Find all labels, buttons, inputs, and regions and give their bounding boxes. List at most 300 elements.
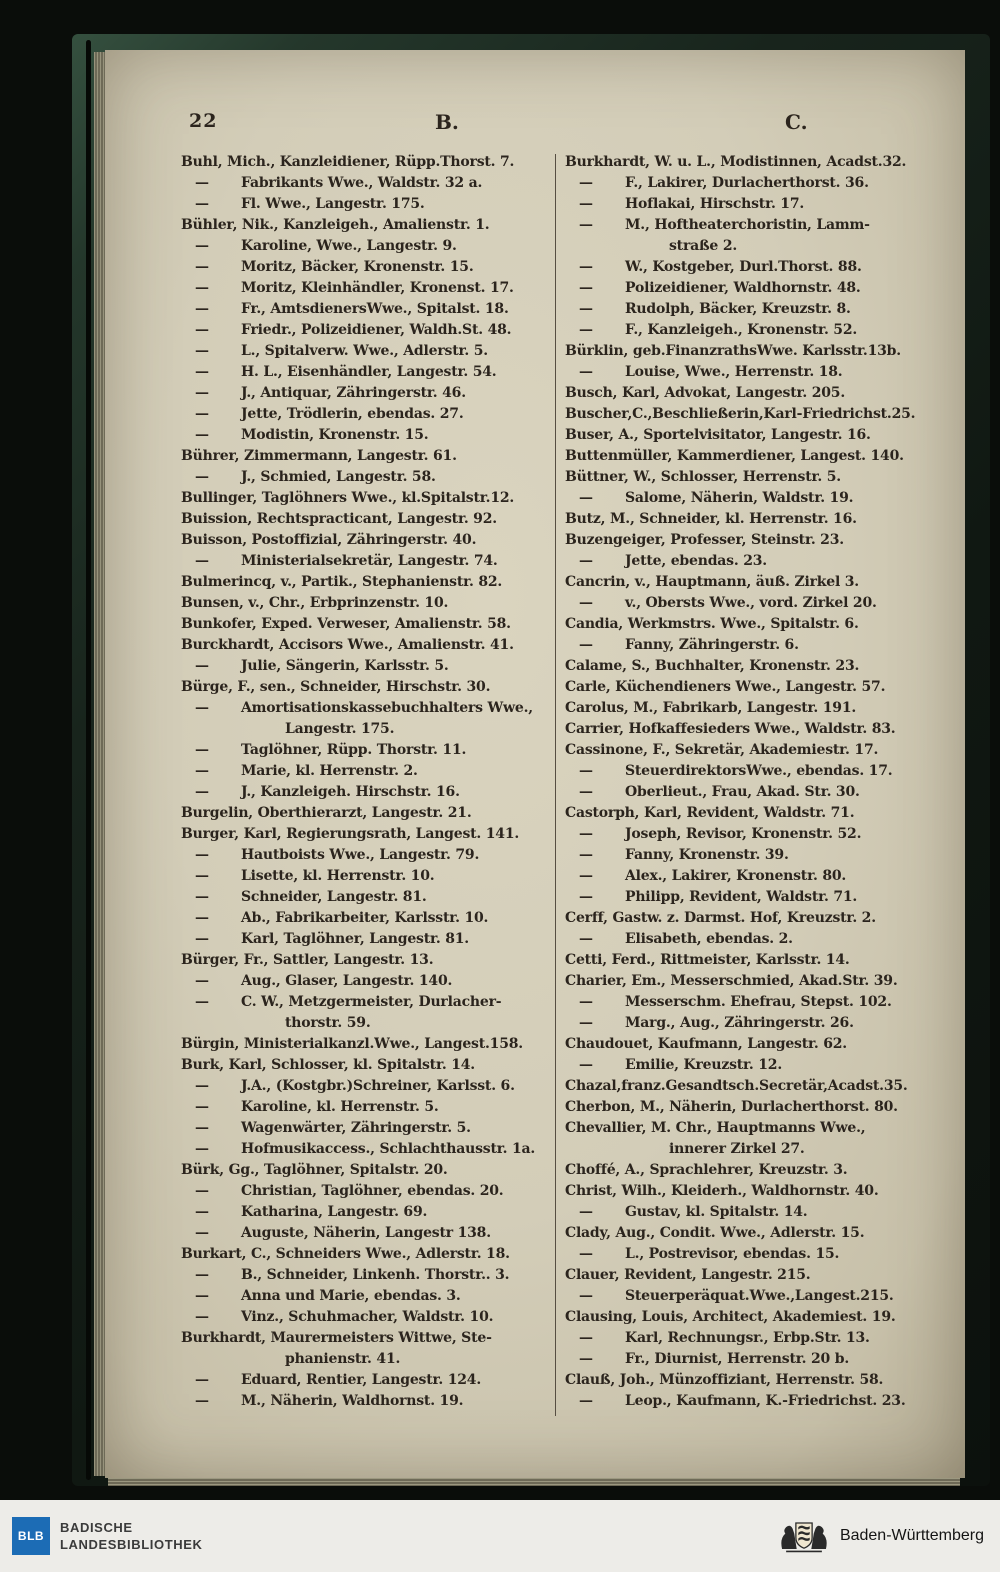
directory-entry-text: B., Schneider, Linkenh. Thorstr.. 3. <box>241 1267 510 1283</box>
directory-entry-text: Ministerialsekretär, Langestr. 74. <box>241 553 498 569</box>
directory-line <box>565 908 937 929</box>
directory-line <box>181 593 555 614</box>
directory-line <box>181 1181 555 1202</box>
directory-line <box>181 1139 555 1160</box>
directory-line <box>181 1013 555 1034</box>
directory-entry-text: Clady, Aug., Condit. Wwe., Adlerstr. 15. <box>565 1225 865 1241</box>
directory-entry-text: Cherbon, M., Näherin, Durlacherthorst. 80. <box>565 1099 898 1115</box>
directory-entry-text: Burk, Karl, Schlosser, kl. Spitalstr. 14. <box>181 1057 475 1073</box>
directory-line <box>181 572 555 593</box>
directory-columns <box>181 152 937 1416</box>
directory-line <box>181 824 555 845</box>
directory-line <box>181 908 555 929</box>
directory-line <box>565 1160 937 1181</box>
library-name <box>60 1519 203 1553</box>
directory-line <box>565 950 937 971</box>
directory-entry-text: Christian, Taglöhner, ebendas. 20. <box>241 1183 504 1199</box>
ditto-dash: — <box>579 196 593 212</box>
directory-entry-text: SteuerdirektorsWwe., ebendas. 17. <box>625 763 893 779</box>
ditto-dash: — <box>579 847 593 863</box>
library-name-line2: LANDESBIBLIOTHEK <box>60 1537 203 1552</box>
directory-entry-text: Clauß, Joh., Münzoffiziant, Herrenstr. 58. <box>565 1372 884 1388</box>
directory-line <box>565 1391 937 1412</box>
directory-line <box>565 1307 937 1328</box>
ditto-dash: — <box>195 238 209 254</box>
directory-line <box>565 656 937 677</box>
directory-entry-text: Julie, Sängerin, Karlsstr. 5. <box>241 658 449 674</box>
directory-line <box>565 1034 937 1055</box>
directory-line <box>565 383 937 404</box>
directory-entry-text: Bunkofer, Exped. Verweser, Amalienstr. 58. <box>181 616 511 632</box>
directory-entry-text: M., Näherin, Waldhornst. 19. <box>241 1393 464 1409</box>
directory-entry-text: Bürger, Fr., Sattler, Langestr. 13. <box>181 952 434 968</box>
directory-entry-text: Taglöhner, Rüpp. Thorstr. 11. <box>241 742 467 758</box>
ditto-dash: — <box>579 259 593 275</box>
directory-entry-text: Cetti, Ferd., Rittmeister, Karlsstr. 14. <box>565 952 850 968</box>
directory-entry-text: Moritz, Kleinhändler, Kronenst. 17. <box>241 280 514 296</box>
directory-entry-text: Burckhardt, Accisors Wwe., Amalienstr. 41. <box>181 637 514 653</box>
directory-line <box>181 1160 555 1181</box>
directory-entry-text: Rudolph, Bäcker, Kreuzstr. 8. <box>625 301 851 317</box>
directory-line <box>181 320 555 341</box>
directory-line <box>565 446 937 467</box>
ditto-dash: — <box>195 763 209 779</box>
ditto-dash: — <box>195 1309 209 1325</box>
directory-entry-text: J., Antiquar, Zähringerstr. 46. <box>241 385 466 401</box>
directory-entry-text: Buttenmüller, Kammerdiener, Langest. 140. <box>565 448 904 464</box>
region-label: Baden-Württemberg <box>839 1527 984 1544</box>
directory-line <box>181 1097 555 1118</box>
directory-line <box>565 992 937 1013</box>
directory-entry-text: Leop., Kaufmann, K.-Friedrichst. 23. <box>625 1393 906 1409</box>
ditto-dash: — <box>195 658 209 674</box>
page-number: 22 <box>189 110 218 132</box>
directory-entry-text: Fr., AmtsdienersWwe., Spitalst. 18. <box>241 301 509 317</box>
directory-line <box>565 1076 937 1097</box>
directory-entry-text: Bühler, Nik., Kanzleigeh., Amalienstr. 1. <box>181 217 490 233</box>
directory-line <box>565 278 937 299</box>
directory-entry-text: F., Kanzleigeh., Kronenstr. 52. <box>625 322 858 338</box>
directory-line <box>181 1391 555 1412</box>
directory-entry-text: Jette, Trödlerin, ebendas. 27. <box>241 406 464 422</box>
directory-line <box>565 1202 937 1223</box>
directory-line <box>181 782 555 803</box>
ditto-dash: — <box>195 1372 209 1388</box>
directory-line <box>565 677 937 698</box>
directory-line <box>565 761 937 782</box>
directory-line <box>181 719 555 740</box>
ditto-dash: — <box>579 1057 593 1073</box>
page-header <box>105 110 965 136</box>
ditto-dash: — <box>195 301 209 317</box>
directory-entry-text: Elisabeth, ebendas. 2. <box>625 931 793 947</box>
ditto-dash: — <box>195 742 209 758</box>
directory-line <box>181 215 555 236</box>
directory-entry-text: Carrier, Hofkaffesieders Wwe., Waldstr. 83. <box>565 721 896 737</box>
directory-line <box>181 257 555 278</box>
directory-entry-text: Jette, ebendas. 23. <box>625 553 767 569</box>
directory-entry-text: Alex., Lakirer, Kronenstr. 80. <box>625 868 847 884</box>
directory-line <box>181 278 555 299</box>
directory-line <box>181 467 555 488</box>
directory-line <box>565 1286 937 1307</box>
directory-entry-text: Hautboists Wwe., Langestr. 79. <box>241 847 480 863</box>
directory-line <box>565 194 937 215</box>
directory-entry-text: Castorph, Karl, Revident, Waldstr. 71. <box>565 805 855 821</box>
directory-entry-text: Cancrin, v., Hauptmann, äuß. Zirkel 3. <box>565 574 859 590</box>
directory-entry-text: straße 2. <box>669 238 738 254</box>
directory-line <box>181 1202 555 1223</box>
directory-entry-text: Fanny, Kronenstr. 39. <box>625 847 789 863</box>
directory-entry-text: phanienstr. 41. <box>285 1351 401 1367</box>
directory-entry-text: Katharina, Langestr. 69. <box>241 1204 428 1220</box>
directory-entry-text: Buission, Rechtspracticant, Langestr. 92. <box>181 511 497 527</box>
directory-line <box>181 362 555 383</box>
directory-line <box>181 950 555 971</box>
directory-entry-text: J., Kanzleigeh. Hirschstr. 16. <box>241 784 460 800</box>
directory-entry-text: Bürgin, Ministerialkanzl.Wwe., Langest.158. <box>181 1036 523 1052</box>
directory-line <box>565 1370 937 1391</box>
ditto-dash: — <box>579 637 593 653</box>
ditto-dash: — <box>195 196 209 212</box>
directory-line <box>181 866 555 887</box>
directory-line <box>565 362 937 383</box>
directory-entry-text: Oberlieut., Frau, Akad. Str. 30. <box>625 784 860 800</box>
directory-entry-text: Louise, Wwe., Herrenstr. 18. <box>625 364 843 380</box>
directory-line <box>181 194 555 215</box>
directory-line <box>565 488 937 509</box>
directory-entry-text: Eduard, Rentier, Langestr. 124. <box>241 1372 482 1388</box>
directory-line <box>181 341 555 362</box>
ditto-dash: — <box>195 973 209 989</box>
directory-line <box>565 614 937 635</box>
directory-line <box>181 677 555 698</box>
ditto-dash: — <box>195 322 209 338</box>
directory-line <box>565 236 937 257</box>
directory-line <box>565 1118 937 1139</box>
directory-entry-text: Karl, Rechnungsr., Erbp.Str. 13. <box>625 1330 870 1346</box>
directory-entry-text: Burgelin, Oberthierarzt, Langestr. 21. <box>181 805 472 821</box>
directory-line <box>181 152 555 173</box>
ditto-dash: — <box>579 1330 593 1346</box>
directory-line <box>565 530 937 551</box>
ditto-dash: — <box>195 994 209 1010</box>
directory-line <box>565 971 937 992</box>
directory-line <box>181 1055 555 1076</box>
directory-line <box>181 635 555 656</box>
ditto-dash: — <box>195 343 209 359</box>
ditto-dash: — <box>195 931 209 947</box>
section-letter-left: B. <box>435 110 459 134</box>
ditto-dash: — <box>195 847 209 863</box>
directory-entry-text: J., Schmied, Langestr. 58. <box>241 469 436 485</box>
directory-line <box>565 1328 937 1349</box>
left-column <box>181 152 555 1416</box>
directory-line <box>565 593 937 614</box>
directory-entry-text: Karl, Taglöhner, Langestr. 81. <box>241 931 469 947</box>
directory-entry-text: Bulmerincq, v., Partik., Stephanienstr. 82. <box>181 574 503 590</box>
directory-entry-text: Burkart, C., Schneiders Wwe., Adlerstr. 18. <box>181 1246 510 1262</box>
ditto-dash: — <box>195 280 209 296</box>
ditto-dash: — <box>195 385 209 401</box>
directory-entry-text: Bürge, F., sen., Schneider, Hirschstr. 30. <box>181 679 491 695</box>
section-letter-right: C. <box>785 110 808 134</box>
directory-entry-text: Fr., Diurnist, Herrenstr. 20 b. <box>625 1351 849 1367</box>
ditto-dash: — <box>579 595 593 611</box>
ditto-dash: — <box>579 868 593 884</box>
directory-entry-text: Marie, kl. Herrenstr. 2. <box>241 763 418 779</box>
directory-line <box>565 173 937 194</box>
ditto-dash: — <box>579 784 593 800</box>
directory-line <box>181 1349 555 1370</box>
directory-entry-text: Candia, Werkmstrs. Wwe., Spitalstr. 6. <box>565 616 859 632</box>
directory-line <box>181 929 555 950</box>
directory-entry-text: Karoline, kl. Herrenstr. 5. <box>241 1099 439 1115</box>
directory-line <box>565 635 937 656</box>
directory-entry-text: Christ, Wilh., Kleiderh., Waldhornstr. 40. <box>565 1183 879 1199</box>
directory-entry-text: Wagenwärter, Zähringerstr. 5. <box>241 1120 471 1136</box>
directory-entry-text: Bührer, Zimmermann, Langestr. 61. <box>181 448 457 464</box>
directory-entry-text: Lisette, kl. Herrenstr. 10. <box>241 868 435 884</box>
directory-entry-text: Philipp, Revident, Waldstr. 71. <box>625 889 858 905</box>
ditto-dash: — <box>195 1393 209 1409</box>
directory-line <box>565 215 937 236</box>
directory-line <box>181 1076 555 1097</box>
ditto-dash: — <box>195 469 209 485</box>
directory-line <box>565 698 937 719</box>
page-edge-stack-left <box>94 52 105 1476</box>
ditto-dash: — <box>195 175 209 191</box>
ditto-dash: — <box>195 1267 209 1283</box>
directory-line <box>565 803 937 824</box>
ditto-dash: — <box>579 994 593 1010</box>
directory-entry-text: Anna und Marie, ebendas. 3. <box>241 1288 461 1304</box>
ditto-dash: — <box>195 427 209 443</box>
directory-line <box>181 1034 555 1055</box>
directory-entry-text: Burkhardt, Maurermeisters Wittwe, Ste- <box>181 1330 492 1346</box>
directory-line <box>181 971 555 992</box>
directory-entry-text: Cassinone, F., Sekretär, Akademiestr. 17. <box>565 742 879 758</box>
directory-entry-text: Burkhardt, W. u. L., Modistinnen, Acadst.32. <box>565 154 907 170</box>
ditto-dash: — <box>579 889 593 905</box>
directory-line <box>181 425 555 446</box>
ditto-dash: — <box>195 364 209 380</box>
directory-line <box>181 740 555 761</box>
directory-line <box>565 1244 937 1265</box>
directory-line <box>565 467 937 488</box>
directory-entry-text: Cerff, Gastw. z. Darmst. Hof, Kreuzstr. 2. <box>565 910 876 926</box>
directory-entry-text: Langestr. 175. <box>285 721 395 737</box>
directory-entry-text: W., Kostgeber, Durl.Thorst. 88. <box>625 259 862 275</box>
directory-entry-text: J.A., (Kostgbr.)Schreiner, Karlsst. 6. <box>241 1078 515 1094</box>
directory-line <box>181 761 555 782</box>
directory-line <box>181 1118 555 1139</box>
ditto-dash: — <box>195 1183 209 1199</box>
directory-entry-text: Carle, Küchendieners Wwe., Langestr. 57. <box>565 679 886 695</box>
directory-entry-text: Auguste, Näherin, Langestr 138. <box>241 1225 491 1241</box>
directory-line <box>565 1097 937 1118</box>
directory-entry-text: Modistin, Kronenstr. 15. <box>241 427 429 443</box>
library-name-line1: BADISCHE <box>60 1520 133 1535</box>
ditto-dash: — <box>195 406 209 422</box>
directory-entry-text: Hoflakai, Hirschstr. 17. <box>625 196 805 212</box>
directory-entry-text: Fabrikants Wwe., Waldstr. 32 a. <box>241 175 483 191</box>
directory-entry-text: L., Postrevisor, ebendas. 15. <box>625 1246 840 1262</box>
directory-line <box>565 404 937 425</box>
ditto-dash: — <box>195 1078 209 1094</box>
ditto-dash: — <box>579 175 593 191</box>
right-column <box>556 152 937 1416</box>
ditto-dash: — <box>195 1204 209 1220</box>
blb-logo: BLB <box>12 1517 50 1555</box>
directory-entry-text: L., Spitalverw. Wwe., Adlerstr. 5. <box>241 343 488 359</box>
directory-entry-text: Chaudouet, Kaufmann, Langestr. 62. <box>565 1036 847 1052</box>
directory-line <box>565 320 937 341</box>
directory-line <box>565 1181 937 1202</box>
directory-entry-text: Buser, A., Sportelvisitator, Langestr. 16. <box>565 427 871 443</box>
ditto-dash: — <box>579 301 593 317</box>
ditto-dash: — <box>579 931 593 947</box>
coat-of-arms-icon <box>778 1514 830 1558</box>
directory-entry-text: Joseph, Revisor, Kronenstr. 52. <box>625 826 862 842</box>
directory-entry-text: Busch, Karl, Advokat, Langestr. 205. <box>565 385 846 401</box>
directory-entry-text: Charier, Em., Messerschmied, Akad.Str. 39. <box>565 973 898 989</box>
directory-line <box>181 1370 555 1391</box>
directory-entry-text: Chazal,franz.Gesandtsch.Secretär,Acadst.35. <box>565 1078 908 1094</box>
directory-line <box>181 887 555 908</box>
directory-entry-text: Bunsen, v., Chr., Erbprinzenstr. 10. <box>181 595 449 611</box>
footer-right <box>778 1514 984 1558</box>
directory-entry-text: Schneider, Langestr. 81. <box>241 889 427 905</box>
directory-line <box>181 845 555 866</box>
ditto-dash: — <box>195 1099 209 1115</box>
directory-entry-text: Buzengeiger, Professer, Steinstr. 23. <box>565 532 844 548</box>
ditto-dash: — <box>579 553 593 569</box>
directory-line <box>181 656 555 677</box>
directory-line <box>565 1223 937 1244</box>
book-spine-groove <box>86 40 91 1480</box>
ditto-dash: — <box>579 826 593 842</box>
ditto-dash: — <box>195 1120 209 1136</box>
directory-entry-text: H. L., Eisenhändler, Langestr. 54. <box>241 364 497 380</box>
directory-entry-text: Steuerperäquat.Wwe.,Langest.215. <box>625 1288 894 1304</box>
directory-line <box>181 383 555 404</box>
directory-line <box>565 824 937 845</box>
directory-line <box>181 488 555 509</box>
ditto-dash: — <box>579 280 593 296</box>
directory-line <box>565 572 937 593</box>
directory-entry-text: Choffé, A., Sprachlehrer, Kreuzstr. 3. <box>565 1162 848 1178</box>
ditto-dash: — <box>579 490 593 506</box>
directory-entry-text: Gustav, kl. Spitalstr. 14. <box>625 1204 808 1220</box>
directory-line <box>181 1244 555 1265</box>
directory-line <box>181 1223 555 1244</box>
ditto-dash: — <box>579 1015 593 1031</box>
directory-entry-text: Bürk, Gg., Taglöhner, Spitalstr. 20. <box>181 1162 448 1178</box>
ditto-dash: — <box>195 259 209 275</box>
directory-entry-text: Marg., Aug., Zähringerstr. 26. <box>625 1015 854 1031</box>
ditto-dash: — <box>579 322 593 338</box>
directory-line <box>565 866 937 887</box>
directory-line <box>565 929 937 950</box>
directory-line <box>181 299 555 320</box>
ditto-dash: — <box>579 364 593 380</box>
directory-entry-text: thorstr. 59. <box>285 1015 371 1031</box>
directory-line <box>181 173 555 194</box>
ditto-dash: — <box>195 784 209 800</box>
directory-entry-text: Calame, S., Buchhalter, Kronenstr. 23. <box>565 658 860 674</box>
ditto-dash: — <box>195 910 209 926</box>
directory-line <box>565 782 937 803</box>
directory-entry-text: v., Obersts Wwe., vord. Zirkel 20. <box>625 595 877 611</box>
directory-entry-text: Karoline, Wwe., Langestr. 9. <box>241 238 457 254</box>
directory-entry-text: M., Hoftheaterchoristin, Lamm- <box>625 217 870 233</box>
directory-line <box>565 152 937 173</box>
directory-line <box>565 740 937 761</box>
ditto-dash: — <box>579 1351 593 1367</box>
directory-entry-text: Burger, Karl, Regierungsrath, Langest. 141. <box>181 826 520 842</box>
directory-line <box>565 551 937 572</box>
directory-line <box>181 236 555 257</box>
directory-line <box>181 509 555 530</box>
directory-line <box>181 992 555 1013</box>
directory-entry-text: Carolus, M., Fabrikarb, Langestr. 191. <box>565 700 857 716</box>
directory-entry-text: Buhl, Mich., Kanzleidiener, Rüpp.Thorst. 7. <box>181 154 515 170</box>
directory-entry-text: Amortisationskassebuchhalters Wwe., <box>241 700 533 716</box>
directory-entry-text: Fl. Wwe., Langestr. 175. <box>241 196 425 212</box>
directory-entry-text: Vinz., Schuhmacher, Waldstr. 10. <box>241 1309 494 1325</box>
ditto-dash: — <box>195 889 209 905</box>
directory-line <box>181 803 555 824</box>
ditto-dash: — <box>195 1225 209 1241</box>
directory-line <box>181 698 555 719</box>
directory-entry-text: Aug., Glaser, Langestr. 140. <box>241 973 453 989</box>
directory-line <box>565 425 937 446</box>
directory-entry-text: Salome, Näherin, Waldstr. 19. <box>625 490 854 506</box>
directory-page <box>105 50 965 1478</box>
directory-line <box>181 1265 555 1286</box>
directory-line <box>181 404 555 425</box>
directory-entry-text: Büttner, W., Schlosser, Herrenstr. 5. <box>565 469 841 485</box>
directory-entry-text: Clausing, Louis, Architect, Akademiest. 19. <box>565 1309 896 1325</box>
directory-entry-text: Moritz, Bäcker, Kronenstr. 15. <box>241 259 474 275</box>
directory-entry-text: Messerschm. Ehefrau, Stepst. 102. <box>625 994 892 1010</box>
ditto-dash: — <box>579 1288 593 1304</box>
directory-line <box>565 257 937 278</box>
page-edge-stack-bottom <box>108 1478 960 1486</box>
ditto-dash: — <box>579 1393 593 1409</box>
directory-entry-text: C. W., Metzgermeister, Durlacher- <box>241 994 502 1010</box>
directory-line <box>181 530 555 551</box>
ditto-dash: — <box>579 1246 593 1262</box>
ditto-dash: — <box>579 217 593 233</box>
directory-entry-text: Hofmusikaccess., Schlachthausstr. 1a. <box>241 1141 536 1157</box>
directory-line <box>181 446 555 467</box>
ditto-dash: — <box>579 763 593 779</box>
ditto-dash: — <box>195 553 209 569</box>
directory-entry-text: Emilie, Kreuzstr. 12. <box>625 1057 783 1073</box>
directory-entry-text: Fanny, Zähringerstr. 6. <box>625 637 799 653</box>
ditto-dash: — <box>195 1141 209 1157</box>
directory-line <box>565 1055 937 1076</box>
viewer-footer <box>0 1500 1000 1572</box>
directory-line <box>565 887 937 908</box>
directory-line <box>565 1013 937 1034</box>
directory-entry-text: Buscher,C.,Beschließerin,Karl-Friedrichst.25. <box>565 406 916 422</box>
directory-line <box>565 509 937 530</box>
directory-entry-text: Buisson, Postoffizial, Zähringerstr. 40. <box>181 532 477 548</box>
directory-entry-text: F., Lakirer, Durlacherthorst. 36. <box>625 175 869 191</box>
